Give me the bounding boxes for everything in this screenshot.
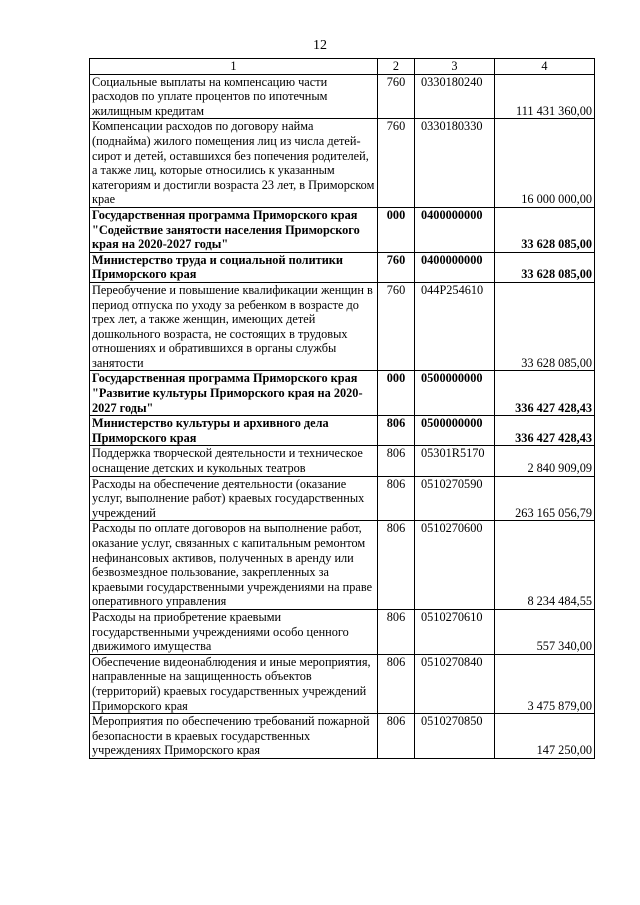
table-row	[90, 282, 595, 371]
row-description: Обеспечение видеонаблюдения и иные мероприятия, направленные на защищенность объектов (территорий) краевых государственных учреждений Приморского края	[90, 654, 378, 713]
row-amount: 16 000 000,00	[495, 119, 595, 208]
row-description: Расходы по оплате договоров на выполнение работ, оказание услуг, связанных с капитальным ремонтом нефинансовых активов, полученных в аренду или безвозмездное пользование, закрепленных за краевыми государственными учреждениями на праве оперативного управления	[90, 521, 378, 610]
row-amount: 263 165 056,79	[495, 476, 595, 521]
row-description: Министерство культуры и архивного дела Приморского края	[90, 416, 378, 446]
row-department-code: 760	[378, 119, 415, 208]
row-amount: 33 628 085,00	[495, 207, 595, 252]
row-description: Переобучение и повышение квалификации женщин в период отпуска по уходу за ребенком в возрасте до трех лет, а также женщин, имеющих детей дошкольного возраста, не состоящих в трудовых отношениях и обратившихся в органы службы занятости	[90, 282, 378, 371]
row-amount: 3 475 879,00	[495, 654, 595, 713]
row-description: Расходы на обеспечение деятельности (оказание услуг, выполнение работ) краевых государственных учреждений	[90, 476, 378, 521]
row-target-article-code: 0510270840	[415, 654, 495, 713]
table-row	[90, 609, 595, 654]
row-target-article-code: 0510270590	[415, 476, 495, 521]
row-department-code: 760	[378, 74, 415, 119]
column-header: 1	[90, 59, 378, 75]
row-amount: 2 840 909,09	[495, 446, 595, 476]
table-row	[90, 207, 595, 252]
table-row	[90, 714, 595, 759]
row-description: Государственная программа Приморского края "Содействие занятости населения Приморского края на 2020-2027 годы"	[90, 207, 378, 252]
row-department-code: 806	[378, 714, 415, 759]
table-header-row	[90, 59, 595, 75]
row-target-article-code: 0400000000	[415, 207, 495, 252]
row-target-article-code: 0330180330	[415, 119, 495, 208]
row-target-article-code: 0400000000	[415, 252, 495, 282]
table-header	[90, 59, 595, 75]
row-description: Компенсации расходов по договору найма (поднайма) жилого помещения лиц из числа детей-сирот и детей, оставшихся без попечения родителей, а также лиц, которые относились к указанным категориям и достигли возраста 23 лет, в Приморском крае	[90, 119, 378, 208]
row-amount: 8 234 484,55	[495, 521, 595, 610]
row-department-code: 806	[378, 521, 415, 610]
row-department-code: 760	[378, 282, 415, 371]
row-description: Министерство труда и социальной политики Приморского края	[90, 252, 378, 282]
row-department-code: 806	[378, 609, 415, 654]
column-header: 3	[415, 59, 495, 75]
row-description: Поддержка творческой деятельности и техническое оснащение детских и кукольных театров	[90, 446, 378, 476]
row-amount: 111 431 360,00	[495, 74, 595, 119]
row-target-article-code: 0330180240	[415, 74, 495, 119]
row-amount: 33 628 085,00	[495, 282, 595, 371]
table-row	[90, 371, 595, 416]
row-description: Расходы на приобретение краевыми государственными учреждениями особо ценного движимого имущества	[90, 609, 378, 654]
row-amount: 557 340,00	[495, 609, 595, 654]
row-description: Социальные выплаты на компенсацию части расходов по уплате процентов по ипотечным жилищным кредитам	[90, 74, 378, 119]
table-row	[90, 252, 595, 282]
row-amount: 33 628 085,00	[495, 252, 595, 282]
row-target-article-code: 0500000000	[415, 416, 495, 446]
row-department-code: 806	[378, 416, 415, 446]
row-amount: 147 250,00	[495, 714, 595, 759]
row-department-code: 806	[378, 654, 415, 713]
table-row	[90, 446, 595, 476]
row-target-article-code: 044P254610	[415, 282, 495, 371]
row-target-article-code: 05301R5170	[415, 446, 495, 476]
row-description: Государственная программа Приморского края "Развитие культуры Приморского края на 2020-2027 годы"	[90, 371, 378, 416]
row-description: Мероприятия по обеспечению требований пожарной безопасности в краевых государственных учреждениях Приморского края	[90, 714, 378, 759]
row-target-article-code: 0510270850	[415, 714, 495, 759]
page-number: 12	[313, 38, 327, 53]
table-body	[90, 74, 595, 758]
table-row	[90, 476, 595, 521]
table-row	[90, 416, 595, 446]
row-target-article-code: 0510270600	[415, 521, 495, 610]
row-amount: 336 427 428,43	[495, 371, 595, 416]
row-department-code: 000	[378, 207, 415, 252]
row-target-article-code: 0500000000	[415, 371, 495, 416]
row-amount: 336 427 428,43	[495, 416, 595, 446]
table-row	[90, 74, 595, 119]
row-department-code: 000	[378, 371, 415, 416]
table-row	[90, 521, 595, 610]
table-row	[90, 654, 595, 713]
table-row	[90, 119, 595, 208]
row-department-code: 760	[378, 252, 415, 282]
column-header: 2	[378, 59, 415, 75]
budget-table	[89, 58, 595, 759]
column-header: 4	[495, 59, 595, 75]
row-target-article-code: 0510270610	[415, 609, 495, 654]
row-department-code: 806	[378, 446, 415, 476]
row-department-code: 806	[378, 476, 415, 521]
